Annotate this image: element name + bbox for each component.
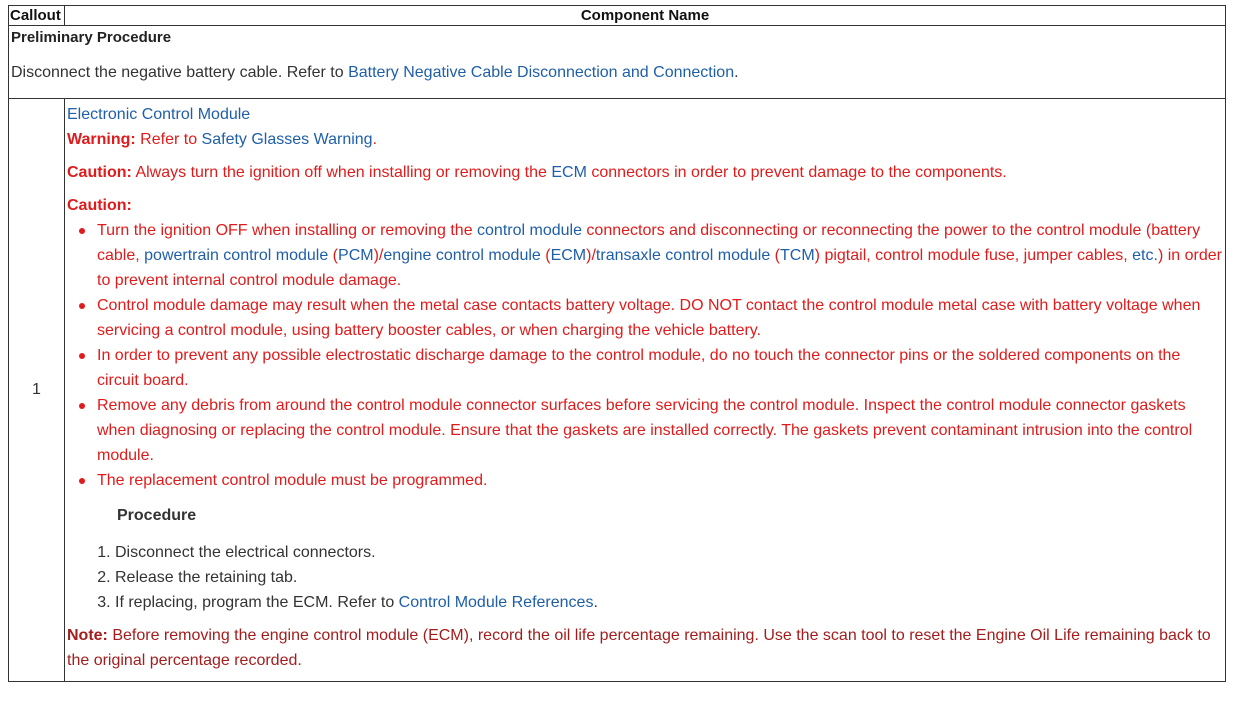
control-module-link[interactable]: control module	[477, 222, 582, 239]
warning-label: Warning:	[67, 131, 136, 148]
caution-ignition	[67, 160, 1223, 185]
caution1-text-a: Always turn the ignition off when installing or removing the	[131, 164, 552, 181]
step3-after: .	[593, 594, 598, 611]
list-item: Remove any debris from around the control module connector surfaces before servicing the control module. Inspect the control module connector gaskets when diagnosing or replacing the control module. Ensure that the gaskets are installed correctly. The gaskets prevent contaminant intrusion into the control module.	[97, 393, 1223, 468]
step3-text: If replacing, program the ECM. Refer to	[115, 594, 399, 611]
preliminary-text-before: Disconnect the negative battery cable. Refer to	[11, 64, 349, 81]
bullet1-text: (	[770, 247, 781, 264]
caution1-text-b: connectors in order to prevent damage to the components.	[586, 164, 1007, 181]
caution-list	[67, 218, 1223, 493]
list-item	[97, 218, 1223, 293]
preliminary-text	[11, 63, 1223, 83]
bullet1-text: Turn the ignition OFF when installing or removing the	[97, 222, 478, 239]
ecm-abbr-link[interactable]: ECM	[550, 247, 587, 264]
bullet1-text: )/	[586, 247, 596, 264]
component-cell	[65, 99, 1226, 682]
list-item	[115, 590, 1223, 615]
caution-label-2: Caution:	[67, 197, 132, 214]
list-item: In order to prevent any possible electrostatic discharge damage to the control module, do no touch the connector pins or the soldered components on the circuit board.	[97, 343, 1223, 393]
warning-text: Refer to	[135, 131, 202, 148]
list-item: Control module damage may result when the metal case contacts battery voltage. DO NOT contact the control module metal case with battery voltage when servicing a control module, using battery booster cables, or when charging the vehicle battery.	[97, 293, 1223, 343]
ecm-link[interactable]: ECM	[551, 164, 587, 181]
electronic-control-module-link[interactable]: Electronic Control Module	[67, 106, 251, 123]
list-item: 2. Release the retaining tab.	[115, 565, 1223, 590]
list-item: 1. Disconnect the electrical connectors.	[115, 540, 1223, 565]
pcm-full-link[interactable]: powertrain control module	[144, 247, 329, 264]
procedure-table	[8, 5, 1226, 682]
safety-glasses-link[interactable]: Safety Glasses Warning	[201, 131, 373, 148]
bullet1-text: connectors and disconnecting or reconnecting the power to the control module (battery cable,	[97, 222, 1201, 264]
battery-cable-link[interactable]: Battery Negative Cable Disconnection and Connection	[348, 64, 735, 81]
note-block	[67, 623, 1223, 673]
ecm-full-link[interactable]: engine control module	[383, 247, 541, 264]
preliminary-text-after: .	[734, 64, 739, 81]
table-row	[9, 99, 1226, 682]
header-component-name: Component Name	[65, 6, 1226, 26]
tcm-full-link[interactable]: transaxle control module	[595, 247, 771, 264]
procedure-table-wrapper	[8, 5, 1226, 682]
bullet1-text: (	[328, 247, 339, 264]
preliminary-cell	[9, 26, 1226, 99]
caution-label-1: Caution:	[67, 164, 132, 181]
procedure-steps	[67, 540, 1223, 615]
control-module-references-link[interactable]: Control Module References	[398, 594, 594, 611]
note-text: Before removing the engine control module (ECM), record the oil life percentage remaining. Use the scan tool to reset the Engine Oil Life remaining back to the original percentage recorded.	[67, 627, 1211, 669]
note-label: Note:	[67, 627, 108, 644]
procedure-title: Procedure	[117, 507, 197, 524]
header-callout: Callout	[9, 6, 65, 26]
preliminary-row	[9, 26, 1226, 99]
header-row	[9, 6, 1226, 26]
bullet1-text: )/	[373, 247, 384, 264]
etc-link[interactable]: etc.	[1132, 247, 1158, 264]
preliminary-title: Preliminary Procedure	[11, 29, 172, 46]
bullet1-text: (	[540, 247, 551, 264]
bullet1-text: ) in order to prevent internal control module damage.	[97, 247, 1222, 289]
callout-number: 1	[9, 99, 65, 682]
warning-after: .	[372, 131, 378, 148]
list-item: The replacement control module must be programmed.	[97, 468, 1223, 493]
warning-line	[67, 127, 1223, 152]
pcm-link[interactable]: PCM	[338, 247, 374, 264]
caution-block	[67, 193, 1223, 493]
bullet1-text: ) pigtail, control module fuse, jumper cables,	[814, 247, 1133, 264]
tcm-link[interactable]: TCM	[780, 247, 815, 264]
